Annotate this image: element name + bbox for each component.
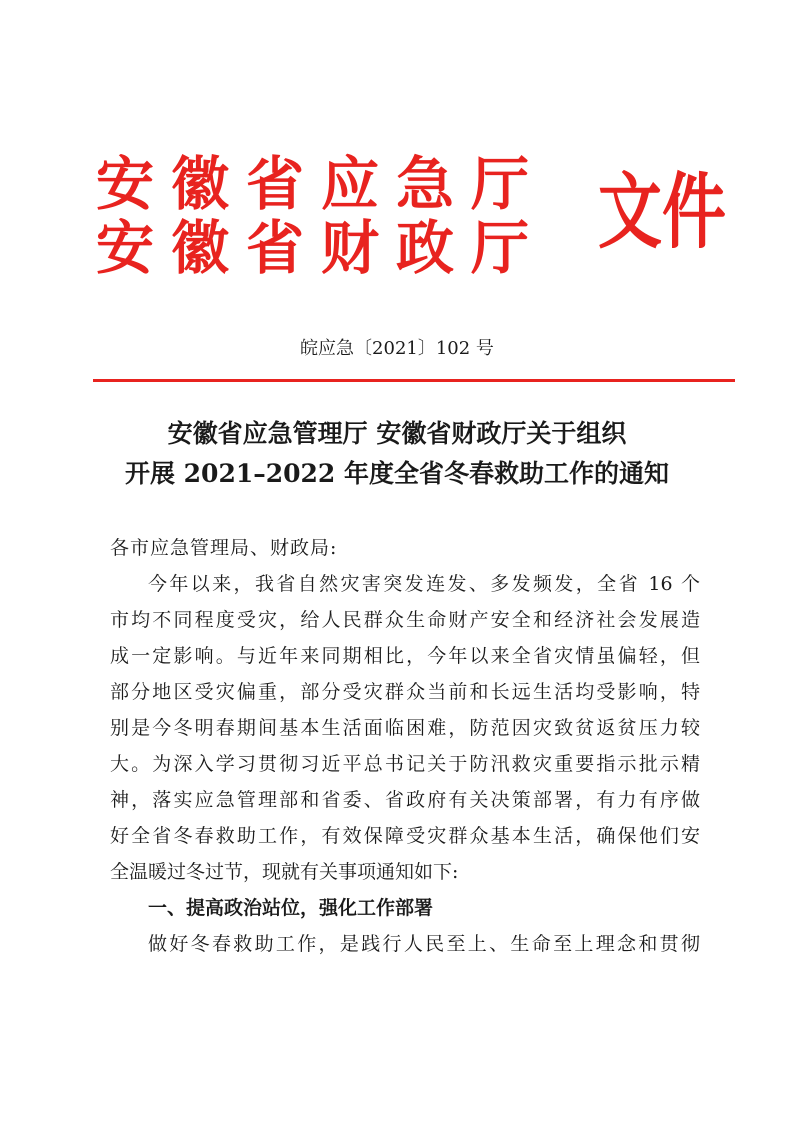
document-number: 皖应急〔2021〕102 号 <box>300 338 494 359</box>
paragraph-line: 部分地区受灾偏重，部分受灾群众当前和长远生活均受影响，特 <box>110 681 700 703</box>
title-line-1: 安徽省应急管理厅 安徽省财政厅关于组织 <box>167 419 627 448</box>
title-line-2: 开展 2021–2022 年度全省冬春救助工作的通知 <box>124 459 670 488</box>
document-header <box>96 140 726 290</box>
document-type-label: 文件 <box>598 165 726 260</box>
paragraph-line: 全温暖过冬过节，现就有关事项通知如下: <box>110 861 459 883</box>
paragraph-1 <box>110 566 700 890</box>
paragraph-line: 神，落实应急管理部和省委、省政府有关决策部署，有力有序做 <box>110 789 700 811</box>
issuer-emergency-dept: 安徽省应急厅 <box>96 150 547 218</box>
addressee: 各市应急管理局、财政局: <box>110 537 338 559</box>
red-separator-line <box>93 379 735 382</box>
paragraph-line: 别是今冬明春期间基本生活面临困难，防范因灾致贫返贫压力较 <box>110 717 700 739</box>
paragraph-line: 成一定影响。与近年来同期相比，今年以来全省灾情虽偏轻，但 <box>110 645 700 667</box>
paragraph-line: 大。为深入学习贯彻习近平总书记关于防汛救灾重要指示批示精 <box>110 753 700 775</box>
paragraph-line: 市均不同程度受灾，给人民群众生命财产安全和经济社会发展造 <box>110 609 700 631</box>
document-title <box>80 414 714 494</box>
document-body <box>110 530 700 962</box>
paragraph-line: 今年以来，我省自然灾害突发连发、多发频发，全省 16 个 <box>148 573 700 595</box>
paragraph-line: 做好冬春救助工作，是践行人民至上、生命至上理念和贯彻 <box>148 933 700 955</box>
section-1-heading: 一、提高政治站位，强化工作部署 <box>148 897 434 919</box>
paragraph-2 <box>110 926 700 962</box>
paragraph-line: 好全省冬春救助工作，有效保障受灾群众基本生活，确保他们安 <box>110 825 700 847</box>
issuer-finance-dept: 安徽省财政厅 <box>96 214 547 282</box>
